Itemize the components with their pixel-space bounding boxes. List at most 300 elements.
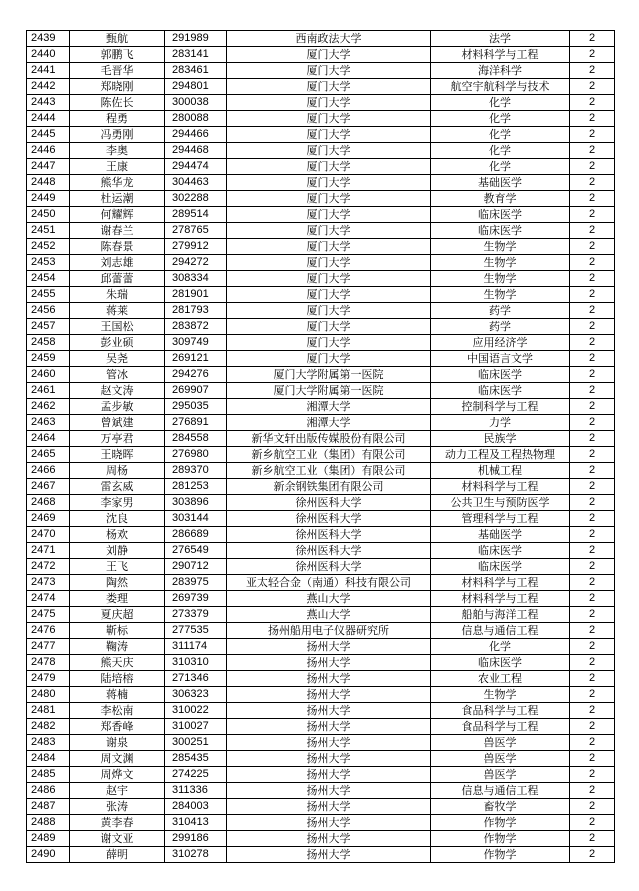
person-name-cell: 周文渊 xyxy=(70,751,165,767)
count-cell: 2 xyxy=(570,47,615,63)
count-cell: 2 xyxy=(570,383,615,399)
row-number-cell: 2484 xyxy=(27,751,70,767)
row-number-cell: 2487 xyxy=(27,799,70,815)
person-name-cell: 陈佐长 xyxy=(70,95,165,111)
candidate-id-cell: 306323 xyxy=(165,687,227,703)
candidate-id-cell: 300251 xyxy=(165,735,227,751)
person-name-cell: 杨欢 xyxy=(70,527,165,543)
row-number-cell: 2454 xyxy=(27,271,70,287)
major-cell: 生物学 xyxy=(431,287,570,303)
row-number-cell: 2479 xyxy=(27,671,70,687)
count-cell: 2 xyxy=(570,31,615,47)
row-number-cell: 2482 xyxy=(27,719,70,735)
candidate-id-cell: 310310 xyxy=(165,655,227,671)
major-cell: 基础医学 xyxy=(431,175,570,191)
institution-cell: 扬州大学 xyxy=(227,703,431,719)
count-cell: 2 xyxy=(570,671,615,687)
candidate-id-cell: 269121 xyxy=(165,351,227,367)
person-name-cell: 邱蕾蕾 xyxy=(70,271,165,287)
candidate-id-cell: 310278 xyxy=(165,847,227,863)
candidate-id-cell: 285435 xyxy=(165,751,227,767)
major-cell: 临床医学 xyxy=(431,207,570,223)
major-cell: 生物学 xyxy=(431,239,570,255)
institution-cell: 厦门大学 xyxy=(227,255,431,271)
table-row xyxy=(27,799,615,815)
institution-cell: 厦门大学 xyxy=(227,159,431,175)
candidate-id-cell: 281253 xyxy=(165,479,227,495)
row-number-cell: 2444 xyxy=(27,111,70,127)
person-name-cell: 郑香峰 xyxy=(70,719,165,735)
row-number-cell: 2469 xyxy=(27,511,70,527)
row-number-cell: 2457 xyxy=(27,319,70,335)
candidate-id-cell: 311174 xyxy=(165,639,227,655)
major-cell: 材料科学与工程 xyxy=(431,575,570,591)
institution-cell: 扬州大学 xyxy=(227,847,431,863)
major-cell: 药学 xyxy=(431,303,570,319)
major-cell: 兽医学 xyxy=(431,751,570,767)
count-cell: 2 xyxy=(570,159,615,175)
count-cell: 2 xyxy=(570,623,615,639)
major-cell: 药学 xyxy=(431,319,570,335)
person-name-cell: 谢文亚 xyxy=(70,831,165,847)
candidate-id-cell: 310027 xyxy=(165,719,227,735)
table-row xyxy=(27,47,615,63)
major-cell: 作物学 xyxy=(431,831,570,847)
institution-cell: 厦门大学 xyxy=(227,95,431,111)
major-cell: 临床医学 xyxy=(431,543,570,559)
table-row xyxy=(27,463,615,479)
table-row xyxy=(27,735,615,751)
institution-cell: 新乡航空工业（集团）有限公司 xyxy=(227,447,431,463)
candidate-id-cell: 289370 xyxy=(165,463,227,479)
institution-cell: 厦门大学 xyxy=(227,47,431,63)
table-row xyxy=(27,191,615,207)
major-cell: 畜牧学 xyxy=(431,799,570,815)
count-cell: 2 xyxy=(570,703,615,719)
major-cell: 化学 xyxy=(431,127,570,143)
row-number-cell: 2461 xyxy=(27,383,70,399)
table-row xyxy=(27,383,615,399)
person-name-cell: 雷玄威 xyxy=(70,479,165,495)
major-cell: 兽医学 xyxy=(431,735,570,751)
count-cell: 2 xyxy=(570,847,615,863)
candidate-id-cell: 278765 xyxy=(165,223,227,239)
person-name-cell: 刘静 xyxy=(70,543,165,559)
person-name-cell: 黄李春 xyxy=(70,815,165,831)
institution-cell: 扬州大学 xyxy=(227,655,431,671)
count-cell: 2 xyxy=(570,271,615,287)
count-cell: 2 xyxy=(570,431,615,447)
row-number-cell: 2440 xyxy=(27,47,70,63)
row-number-cell: 2481 xyxy=(27,703,70,719)
row-number-cell: 2455 xyxy=(27,287,70,303)
person-name-cell: 王飞 xyxy=(70,559,165,575)
institution-cell: 厦门大学 xyxy=(227,287,431,303)
roster-body xyxy=(27,31,615,863)
major-cell: 农业工程 xyxy=(431,671,570,687)
candidate-id-cell: 294474 xyxy=(165,159,227,175)
row-number-cell: 2466 xyxy=(27,463,70,479)
row-number-cell: 2473 xyxy=(27,575,70,591)
candidate-id-cell: 311336 xyxy=(165,783,227,799)
candidate-id-cell: 294466 xyxy=(165,127,227,143)
table-row xyxy=(27,303,615,319)
candidate-id-cell: 284558 xyxy=(165,431,227,447)
major-cell: 化学 xyxy=(431,639,570,655)
candidate-id-cell: 284003 xyxy=(165,799,227,815)
institution-cell: 扬州大学 xyxy=(227,639,431,655)
row-number-cell: 2471 xyxy=(27,543,70,559)
candidate-id-cell: 280088 xyxy=(165,111,227,127)
institution-cell: 徐州医科大学 xyxy=(227,511,431,527)
major-cell: 公共卫生与预防医学 xyxy=(431,495,570,511)
count-cell: 2 xyxy=(570,175,615,191)
row-number-cell: 2475 xyxy=(27,607,70,623)
major-cell: 化学 xyxy=(431,95,570,111)
major-cell: 民族学 xyxy=(431,431,570,447)
major-cell: 食品科学与工程 xyxy=(431,703,570,719)
candidate-id-cell: 310022 xyxy=(165,703,227,719)
candidate-id-cell: 289514 xyxy=(165,207,227,223)
count-cell: 2 xyxy=(570,511,615,527)
major-cell: 作物学 xyxy=(431,847,570,863)
major-cell: 航空宇航科学与技术 xyxy=(431,79,570,95)
table-row xyxy=(27,159,615,175)
institution-cell: 湘潭大学 xyxy=(227,399,431,415)
institution-cell: 厦门大学 xyxy=(227,143,431,159)
person-name-cell: 靳标 xyxy=(70,623,165,639)
table-row xyxy=(27,255,615,271)
person-name-cell: 曾斌建 xyxy=(70,415,165,431)
table-row xyxy=(27,623,615,639)
institution-cell: 厦门大学附属第一医院 xyxy=(227,367,431,383)
institution-cell: 厦门大学 xyxy=(227,111,431,127)
count-cell: 2 xyxy=(570,239,615,255)
row-number-cell: 2467 xyxy=(27,479,70,495)
institution-cell: 厦门大学 xyxy=(227,191,431,207)
row-number-cell: 2456 xyxy=(27,303,70,319)
institution-cell: 扬州大学 xyxy=(227,831,431,847)
person-name-cell: 冯勇刚 xyxy=(70,127,165,143)
table-row xyxy=(27,831,615,847)
institution-cell: 徐州医科大学 xyxy=(227,543,431,559)
institution-cell: 厦门大学 xyxy=(227,207,431,223)
person-name-cell: 程勇 xyxy=(70,111,165,127)
major-cell: 中国语言文学 xyxy=(431,351,570,367)
table-row xyxy=(27,495,615,511)
table-row xyxy=(27,127,615,143)
institution-cell: 厦门大学 xyxy=(227,271,431,287)
row-number-cell: 2489 xyxy=(27,831,70,847)
table-row xyxy=(27,527,615,543)
major-cell: 信息与通信工程 xyxy=(431,783,570,799)
table-row xyxy=(27,543,615,559)
candidate-id-cell: 309749 xyxy=(165,335,227,351)
institution-cell: 亚太轻合金（南通）科技有限公司 xyxy=(227,575,431,591)
row-number-cell: 2453 xyxy=(27,255,70,271)
candidate-id-cell: 269907 xyxy=(165,383,227,399)
institution-cell: 厦门大学 xyxy=(227,319,431,335)
institution-cell: 扬州大学 xyxy=(227,751,431,767)
table-row xyxy=(27,351,615,367)
count-cell: 2 xyxy=(570,735,615,751)
person-name-cell: 郑晓刚 xyxy=(70,79,165,95)
person-name-cell: 夏庆超 xyxy=(70,607,165,623)
count-cell: 2 xyxy=(570,751,615,767)
institution-cell: 新华文轩出版传媒股份有限公司 xyxy=(227,431,431,447)
candidate-id-cell: 281793 xyxy=(165,303,227,319)
count-cell: 2 xyxy=(570,719,615,735)
table-row xyxy=(27,175,615,191)
institution-cell: 新乡航空工业（集团）有限公司 xyxy=(227,463,431,479)
count-cell: 2 xyxy=(570,815,615,831)
table-row xyxy=(27,815,615,831)
count-cell: 2 xyxy=(570,335,615,351)
candidate-id-cell: 279912 xyxy=(165,239,227,255)
row-number-cell: 2449 xyxy=(27,191,70,207)
institution-cell: 厦门大学附属第一医院 xyxy=(227,383,431,399)
major-cell: 临床医学 xyxy=(431,383,570,399)
row-number-cell: 2458 xyxy=(27,335,70,351)
institution-cell: 扬州大学 xyxy=(227,687,431,703)
count-cell: 2 xyxy=(570,543,615,559)
row-number-cell: 2468 xyxy=(27,495,70,511)
table-row xyxy=(27,79,615,95)
row-number-cell: 2463 xyxy=(27,415,70,431)
major-cell: 海洋科学 xyxy=(431,63,570,79)
count-cell: 2 xyxy=(570,447,615,463)
table-row xyxy=(27,847,615,863)
table-row xyxy=(27,479,615,495)
table-row xyxy=(27,687,615,703)
row-number-cell: 2460 xyxy=(27,367,70,383)
count-cell: 2 xyxy=(570,127,615,143)
table-row xyxy=(27,207,615,223)
major-cell: 临床医学 xyxy=(431,223,570,239)
table-row xyxy=(27,511,615,527)
table-row xyxy=(27,63,615,79)
major-cell: 法学 xyxy=(431,31,570,47)
count-cell: 2 xyxy=(570,191,615,207)
candidate-id-cell: 274225 xyxy=(165,767,227,783)
candidate-id-cell: 281901 xyxy=(165,287,227,303)
row-number-cell: 2470 xyxy=(27,527,70,543)
person-name-cell: 娄理 xyxy=(70,591,165,607)
major-cell: 临床医学 xyxy=(431,559,570,575)
count-cell: 2 xyxy=(570,319,615,335)
count-cell: 2 xyxy=(570,559,615,575)
count-cell: 2 xyxy=(570,495,615,511)
count-cell: 2 xyxy=(570,399,615,415)
row-number-cell: 2474 xyxy=(27,591,70,607)
count-cell: 2 xyxy=(570,415,615,431)
person-name-cell: 熊华龙 xyxy=(70,175,165,191)
row-number-cell: 2486 xyxy=(27,783,70,799)
candidate-id-cell: 291989 xyxy=(165,31,227,47)
candidate-id-cell: 299186 xyxy=(165,831,227,847)
count-cell: 2 xyxy=(570,783,615,799)
person-name-cell: 郭鹏飞 xyxy=(70,47,165,63)
row-number-cell: 2485 xyxy=(27,767,70,783)
person-name-cell: 王康 xyxy=(70,159,165,175)
row-number-cell: 2478 xyxy=(27,655,70,671)
person-name-cell: 彭业硕 xyxy=(70,335,165,351)
person-name-cell: 甄航 xyxy=(70,31,165,47)
major-cell: 船舶与海洋工程 xyxy=(431,607,570,623)
table-row xyxy=(27,639,615,655)
institution-cell: 扬州大学 xyxy=(227,783,431,799)
candidate-id-cell: 304463 xyxy=(165,175,227,191)
institution-cell: 扬州大学 xyxy=(227,671,431,687)
candidate-id-cell: 283461 xyxy=(165,63,227,79)
person-name-cell: 孟步敏 xyxy=(70,399,165,415)
institution-cell: 扬州大学 xyxy=(227,767,431,783)
major-cell: 管理科学与工程 xyxy=(431,511,570,527)
count-cell: 2 xyxy=(570,367,615,383)
count-cell: 2 xyxy=(570,255,615,271)
candidate-id-cell: 294276 xyxy=(165,367,227,383)
person-name-cell: 杜运潮 xyxy=(70,191,165,207)
institution-cell: 湘潭大学 xyxy=(227,415,431,431)
institution-cell: 厦门大学 xyxy=(227,63,431,79)
table-row xyxy=(27,591,615,607)
count-cell: 2 xyxy=(570,287,615,303)
major-cell: 信息与通信工程 xyxy=(431,623,570,639)
row-number-cell: 2448 xyxy=(27,175,70,191)
table-row xyxy=(27,783,615,799)
count-cell: 2 xyxy=(570,687,615,703)
major-cell: 动力工程及工程热物理 xyxy=(431,447,570,463)
person-name-cell: 李松南 xyxy=(70,703,165,719)
institution-cell: 徐州医科大学 xyxy=(227,559,431,575)
count-cell: 2 xyxy=(570,79,615,95)
person-name-cell: 张涛 xyxy=(70,799,165,815)
person-name-cell: 赵文涛 xyxy=(70,383,165,399)
row-number-cell: 2446 xyxy=(27,143,70,159)
person-name-cell: 毛晋华 xyxy=(70,63,165,79)
count-cell: 2 xyxy=(570,591,615,607)
row-number-cell: 2462 xyxy=(27,399,70,415)
count-cell: 2 xyxy=(570,351,615,367)
row-number-cell: 2465 xyxy=(27,447,70,463)
person-name-cell: 沈良 xyxy=(70,511,165,527)
count-cell: 2 xyxy=(570,207,615,223)
major-cell: 作物学 xyxy=(431,815,570,831)
table-row xyxy=(27,719,615,735)
candidate-id-cell: 303896 xyxy=(165,495,227,511)
major-cell: 食品科学与工程 xyxy=(431,719,570,735)
candidate-id-cell: 303144 xyxy=(165,511,227,527)
row-number-cell: 2472 xyxy=(27,559,70,575)
major-cell: 力学 xyxy=(431,415,570,431)
person-name-cell: 谢泉 xyxy=(70,735,165,751)
row-number-cell: 2490 xyxy=(27,847,70,863)
table-row xyxy=(27,767,615,783)
candidate-id-cell: 273379 xyxy=(165,607,227,623)
candidate-id-cell: 283975 xyxy=(165,575,227,591)
count-cell: 2 xyxy=(570,479,615,495)
count-cell: 2 xyxy=(570,767,615,783)
institution-cell: 燕山大学 xyxy=(227,591,431,607)
candidate-id-cell: 283141 xyxy=(165,47,227,63)
institution-cell: 扬州大学 xyxy=(227,815,431,831)
major-cell: 生物学 xyxy=(431,687,570,703)
row-number-cell: 2450 xyxy=(27,207,70,223)
institution-cell: 厦门大学 xyxy=(227,303,431,319)
institution-cell: 厦门大学 xyxy=(227,351,431,367)
major-cell: 控制科学与工程 xyxy=(431,399,570,415)
table-row xyxy=(27,671,615,687)
table-row xyxy=(27,655,615,671)
table-row xyxy=(27,751,615,767)
count-cell: 2 xyxy=(570,143,615,159)
count-cell: 2 xyxy=(570,95,615,111)
candidate-id-cell: 276980 xyxy=(165,447,227,463)
table-row xyxy=(27,223,615,239)
major-cell: 生物学 xyxy=(431,271,570,287)
institution-cell: 厦门大学 xyxy=(227,239,431,255)
table-row xyxy=(27,431,615,447)
table-row xyxy=(27,143,615,159)
person-name-cell: 陈春景 xyxy=(70,239,165,255)
row-number-cell: 2445 xyxy=(27,127,70,143)
table-row xyxy=(27,447,615,463)
candidate-id-cell: 290712 xyxy=(165,559,227,575)
count-cell: 2 xyxy=(570,223,615,239)
candidate-id-cell: 271346 xyxy=(165,671,227,687)
row-number-cell: 2441 xyxy=(27,63,70,79)
table-row xyxy=(27,367,615,383)
table-row xyxy=(27,271,615,287)
count-cell: 2 xyxy=(570,575,615,591)
table-row xyxy=(27,399,615,415)
count-cell: 2 xyxy=(570,799,615,815)
count-cell: 2 xyxy=(570,303,615,319)
person-name-cell: 何耀辉 xyxy=(70,207,165,223)
candidate-id-cell: 294801 xyxy=(165,79,227,95)
candidate-id-cell: 294468 xyxy=(165,143,227,159)
table-row xyxy=(27,239,615,255)
count-cell: 2 xyxy=(570,639,615,655)
institution-cell: 扬州大学 xyxy=(227,719,431,735)
table-row xyxy=(27,111,615,127)
row-number-cell: 2452 xyxy=(27,239,70,255)
candidate-id-cell: 277535 xyxy=(165,623,227,639)
roster-table xyxy=(26,30,615,863)
count-cell: 2 xyxy=(570,655,615,671)
table-row xyxy=(27,31,615,47)
major-cell: 化学 xyxy=(431,143,570,159)
person-name-cell: 管冰 xyxy=(70,367,165,383)
major-cell: 材料科学与工程 xyxy=(431,479,570,495)
row-number-cell: 2480 xyxy=(27,687,70,703)
major-cell: 材料科学与工程 xyxy=(431,47,570,63)
major-cell: 机械工程 xyxy=(431,463,570,479)
major-cell: 临床医学 xyxy=(431,655,570,671)
institution-cell: 厦门大学 xyxy=(227,175,431,191)
candidate-id-cell: 302288 xyxy=(165,191,227,207)
row-number-cell: 2483 xyxy=(27,735,70,751)
person-name-cell: 陶然 xyxy=(70,575,165,591)
institution-cell: 厦门大学 xyxy=(227,79,431,95)
row-number-cell: 2442 xyxy=(27,79,70,95)
institution-cell: 厦门大学 xyxy=(227,335,431,351)
count-cell: 2 xyxy=(570,831,615,847)
count-cell: 2 xyxy=(570,463,615,479)
major-cell: 生物学 xyxy=(431,255,570,271)
major-cell: 兽医学 xyxy=(431,767,570,783)
person-name-cell: 蒋楠 xyxy=(70,687,165,703)
